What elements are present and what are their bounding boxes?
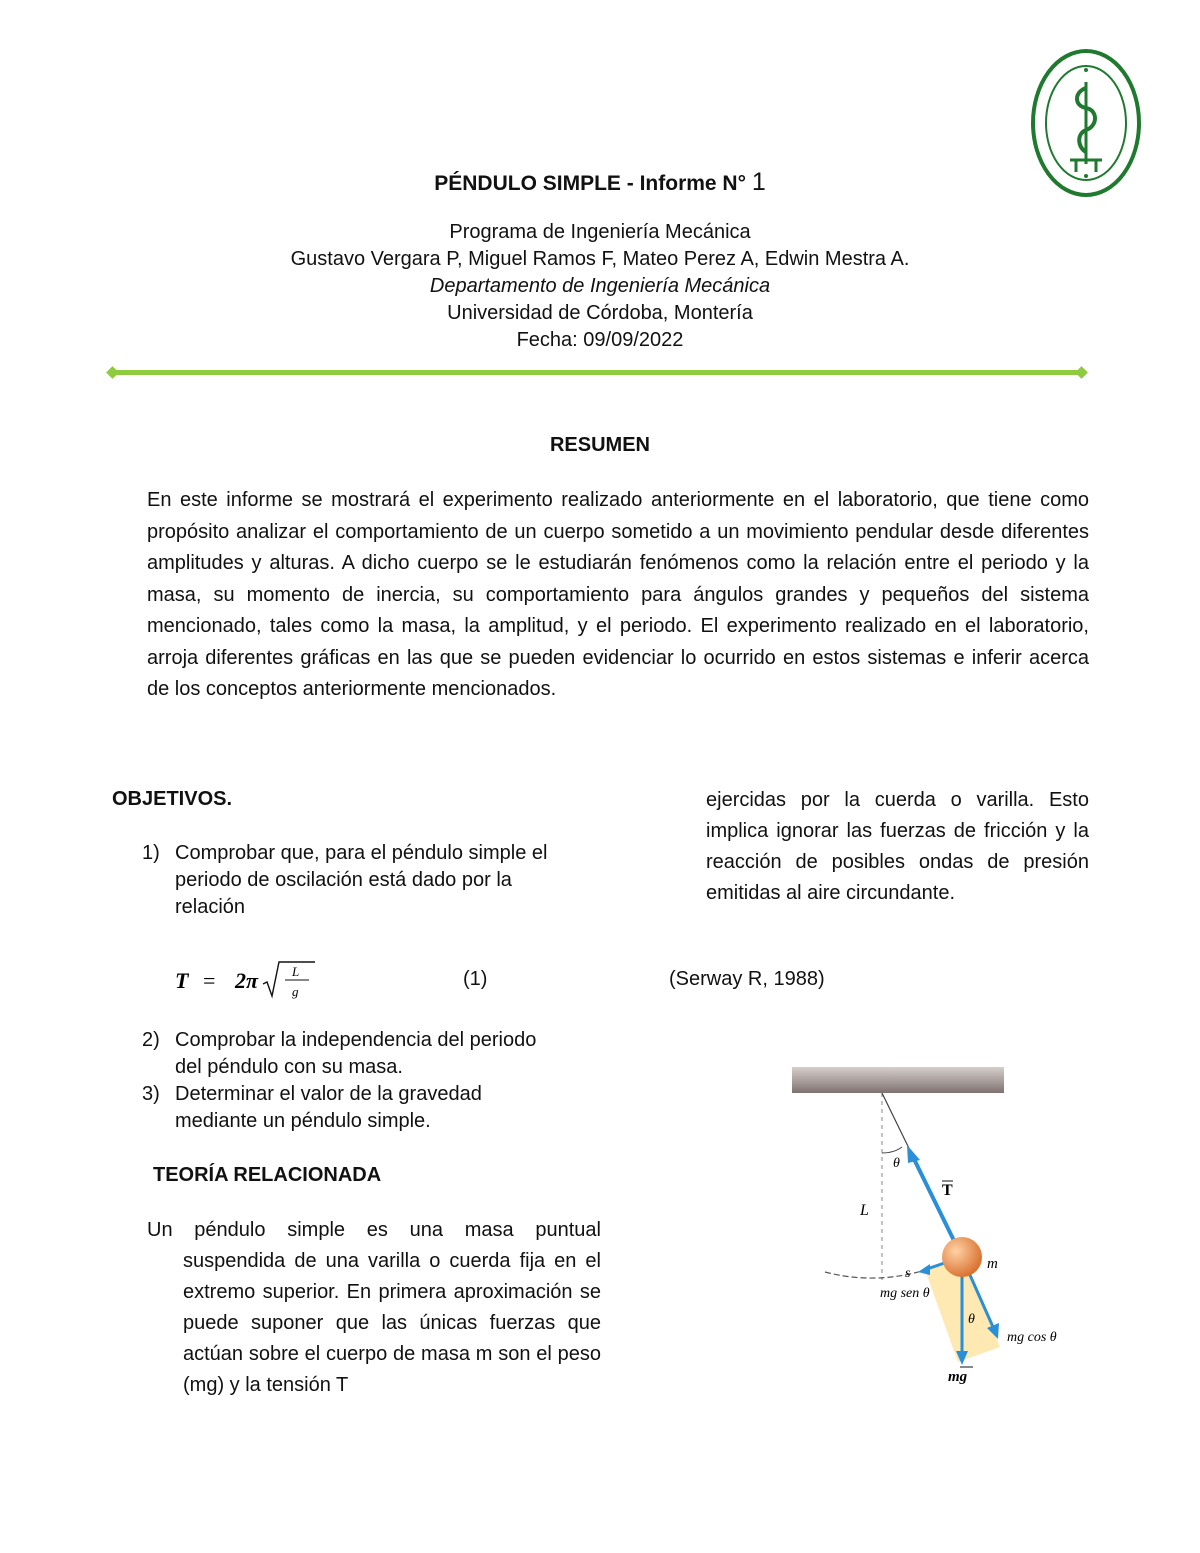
list-item: 2) Comprobar la independencia del periodo del péndulo con su masa. [142,1029,537,1078]
report-date: Fecha: 09/09/2022 [516,329,684,351]
length-label: L [860,1202,869,1219]
arc-label: s [905,1266,911,1281]
formula-coef: 2π [235,968,259,993]
formula-lhs: T [175,968,189,993]
equation-number: (1) [463,968,488,990]
citation: (Serway R, 1988) [669,968,825,990]
authors: Gustavo Vergara P, Miguel Ramos F, Mateo Perez A, Edwin Mestra A. [290,248,910,270]
header-divider [112,370,1082,375]
objectives-heading: OBJETIVOS. [112,788,233,810]
theory-heading: TEORÍA RELACIONADA [153,1164,382,1186]
theta-label: θ [893,1156,900,1171]
theta-label-lower: θ [968,1312,975,1327]
period-formula [175,958,335,1010]
program-name: Programa de Ingeniería Mecánica [449,221,751,243]
abstract-body: En este informe se mostrará el experimento realizado anteriormente en el laboratorio, que tiene como propósito analizar el comportamiento de un cuerpo sometido a un movimiento pendular desde diferentes amplitudes y alturas. A dicho cuerpo se le estudiarán fenómenos como la relación entre el periodo y la masa, su momento de inercia, su comportamiento para ángulos grandes y pequeños del sistema mencionado, tales como la masa, la amplitud, y el periodo. El experimento realizado en el laboratorio, arroja diferentes gráficas en las que se pueden evidenciar lo ocurrido en estos sistemas e inferir acerca de los conceptos anteriormente mencionados. [147,489,1089,700]
list-item: 3) Determinar el valor de la gravedad mediante un péndulo simple. [142,1083,482,1132]
formula-eq: = [203,968,216,993]
formula-denominator: g [292,984,299,999]
theory-body: Un péndulo simple es una masa puntual suspendida de una varilla o cuerda fija en el extremo superior. En primera aproximación se puede suponer que las únicas fuerzas que actúan sobre el cuerpo de masa m son el peso (mg) y la tensión T [147,1219,601,1396]
weight-label: mg [948,1369,968,1385]
pendulum-bob [942,1237,982,1277]
tension-label: T [942,1182,953,1199]
university: Universidad de Córdoba, Montería [447,302,753,324]
mg-sin-label: mg sen θ [880,1286,930,1301]
ceiling [792,1067,1004,1093]
pendulum-diagram [790,1065,1090,1395]
theory-continuation: ejercidas por la cuerda o varilla. Esto implica ignorar las fuerzas de fricción y la reacción de posibles ondas de presión emitidas al aire circundante. [706,789,1089,904]
report-title: PÉNDULO SIMPLE - Informe N° 1 [434,168,766,196]
mass-label: m [987,1256,998,1272]
mg-cos-label: mg cos θ [1007,1330,1057,1345]
department: Departamento de Ingeniería Mecánica [429,275,771,297]
list-item: 1) Comprobar que, para el péndulo simple el periodo de oscilación está dado por la relación [142,842,548,918]
formula-numerator: L [292,964,300,979]
report-number: 1 [751,168,766,196]
abstract-heading: RESUMEN [549,434,650,456]
